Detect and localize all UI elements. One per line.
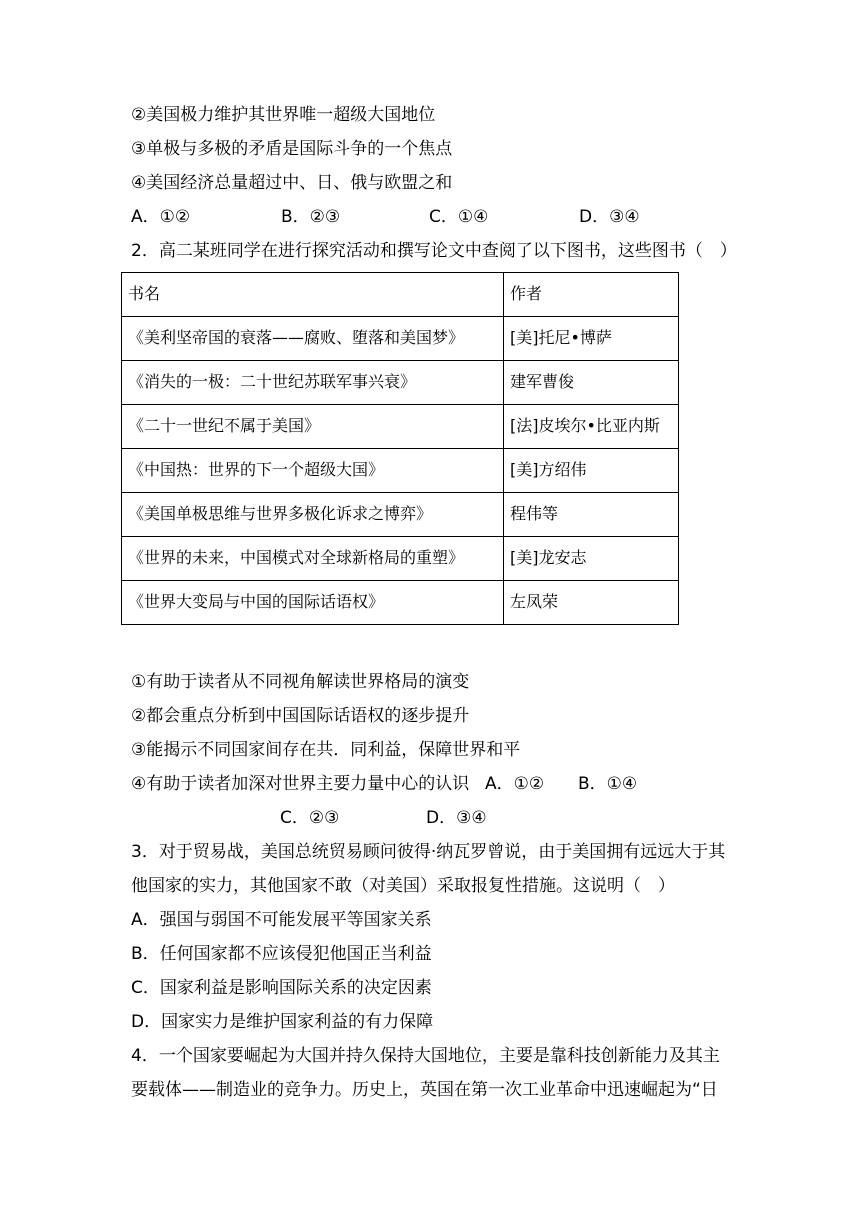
table-row [122, 317, 679, 361]
table-row [122, 537, 679, 581]
table-row [122, 449, 679, 493]
book-author: 程伟等 [504, 493, 679, 537]
book-table [121, 272, 679, 625]
q2-option-c[interactable]: C．②③ [280, 808, 340, 828]
table-header-row [122, 273, 679, 317]
book-author: [法]皮埃尔•比亚内斯 [504, 405, 679, 449]
q1-option-c[interactable]: C．①④ [429, 207, 489, 227]
book-title: 《世界大变局与中国的国际话语权》 [122, 581, 504, 625]
book-author: 左凤荣 [504, 581, 679, 625]
book-title: 《中国热：世界的下一个超级大国》 [122, 449, 504, 493]
table-row [122, 405, 679, 449]
q1-option-d[interactable]: D．③④ [579, 207, 640, 227]
table-row [122, 493, 679, 537]
book-title: 《美国单极思维与世界多极化诉求之博弈》 [122, 493, 504, 537]
q3-option-b[interactable]: B．任何国家都不应该侵犯他国正当利益 [131, 944, 432, 964]
q4-stem-line2: 要载体——制造业的竞争力。历史上，英国在第一次工业革命中迅速崛起为“日 [131, 1080, 718, 1100]
header-book-title: 书名 [122, 273, 504, 317]
q2-stem: 2．高二某班同学在进行探究活动和撰写论文中查阅了以下图书，这些图书（ ） [131, 241, 737, 261]
book-title: 《美利坚帝国的衰落——腐败、堕落和美国梦》 [122, 317, 504, 361]
q1-item-4: ④美国经济总量超过中、日、俄与欧盟之和 [131, 173, 453, 193]
q3-option-d[interactable]: D．国家实力是维护国家利益的有力保障 [131, 1012, 434, 1032]
q1-item-3: ③单极与多极的矛盾是国际斗争的一个焦点 [131, 139, 453, 159]
q2-option-d[interactable]: D．③④ [426, 808, 487, 828]
q4-stem-line1: 4．一个国家要崛起为大国并持久保持大国地位，主要是靠科技创新能力及其主 [131, 1046, 720, 1066]
q2-item-2: ②都会重点分析到中国国际话语权的逐步提升 [131, 706, 470, 726]
q3-option-a[interactable]: A．强国与弱国不可能发展平等国家关系 [131, 910, 432, 930]
q2-item-1: ①有助于读者从不同视角解读世界格局的演变 [131, 672, 470, 692]
table-row [122, 581, 679, 625]
q3-stem-line1: 3．对于贸易战，美国总统贸易顾问彼得·纳瓦罗曾说，由于美国拥有远远大于其 [131, 842, 726, 862]
q1-item-2: ②美国极力维护其世界唯一超级大国地位 [131, 105, 436, 125]
book-author: [美]龙安志 [504, 537, 679, 581]
q3-stem-line2: 他国家的实力，其他国家不敢（对美国）采取报复性措施。这说明（ ） [131, 876, 675, 896]
book-author: [美]方绍伟 [504, 449, 679, 493]
q2-item-3: ③能揭示不同国家间存在共．同利益，保障世界和平 [131, 740, 521, 760]
table-row [122, 361, 679, 405]
q3-option-c[interactable]: C．国家利益是影响国际关系的决定因素 [131, 978, 432, 998]
q2-item-4: ④有助于读者加深对世界主要力量中心的认识 [131, 774, 470, 794]
q2-option-a[interactable]: A．①② [485, 774, 545, 794]
book-title: 《世界的未来，中国模式对全球新格局的重塑》 [122, 537, 504, 581]
q1-option-a[interactable]: A．①② [131, 207, 191, 227]
book-author: [美]托尼•博萨 [504, 317, 679, 361]
header-author: 作者 [504, 273, 679, 317]
book-title: 《消失的一极：二十世纪苏联军事兴衰》 [122, 361, 504, 405]
q2-option-b[interactable]: B．①④ [578, 774, 638, 794]
q1-option-b[interactable]: B．②③ [281, 207, 341, 227]
book-title: 《二十一世纪不属于美国》 [122, 405, 504, 449]
book-author: 建军曹俊 [504, 361, 679, 405]
